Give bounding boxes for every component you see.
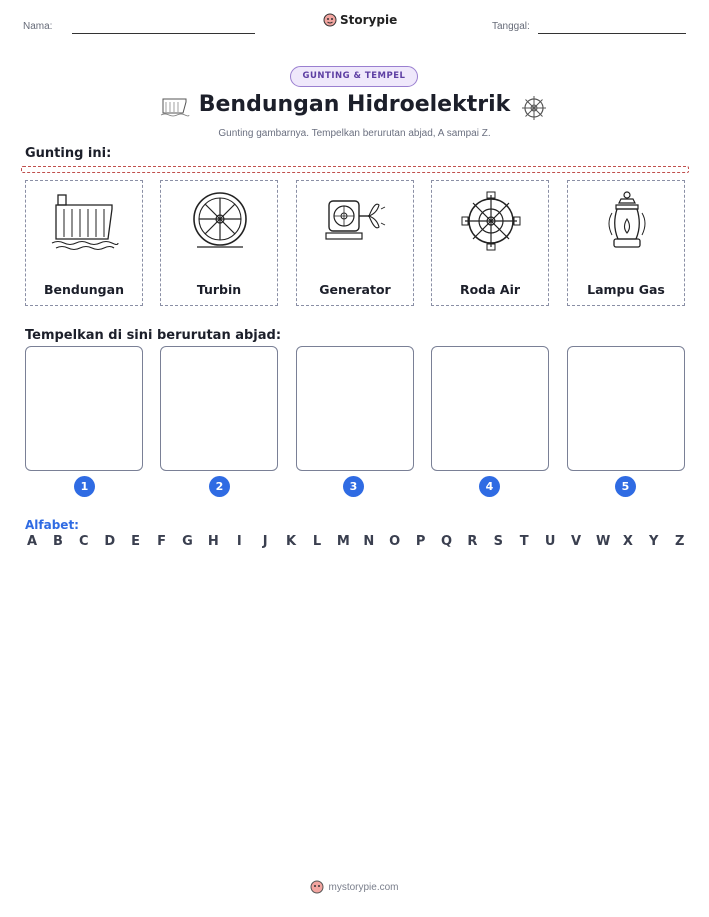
slot-number: 2 — [209, 476, 230, 497]
slot-number: 5 — [615, 476, 636, 497]
paste-slot-3[interactable] — [296, 346, 414, 471]
alphabet-letter: J — [262, 534, 268, 549]
paste-slot-2[interactable] — [160, 346, 278, 471]
footer-site[interactable]: mystorypie.com — [328, 881, 399, 893]
cut-card-dam[interactable] — [25, 180, 143, 306]
storypie-mascot-icon — [310, 880, 324, 894]
card-label: Turbin — [196, 282, 242, 297]
cut-heading: Gunting ini: — [25, 146, 112, 161]
card-label: Generator — [319, 282, 391, 297]
alphabet-letter: N — [363, 534, 375, 549]
wheel-small-icon — [520, 94, 548, 122]
date-label: Tanggal: — [492, 21, 530, 32]
card-label: Roda Air — [459, 282, 521, 297]
alphabet-letter: M — [336, 534, 350, 549]
alphabet-letter: H — [207, 534, 219, 549]
alphabet-letter: B — [52, 534, 63, 549]
water-wheel-icon — [456, 189, 526, 253]
alphabet-row — [26, 534, 686, 549]
slot-number: 1 — [74, 476, 95, 497]
alphabet-letter: K — [286, 534, 297, 549]
slot-number: 4 — [479, 476, 500, 497]
alphabet-letter: R — [467, 534, 478, 549]
gas-lamp-icon — [592, 189, 662, 253]
dam-icon — [50, 189, 120, 253]
brand-logo — [323, 13, 397, 27]
paste-slot-4[interactable] — [431, 346, 549, 471]
alphabet-letter: V — [571, 534, 582, 549]
name-line[interactable] — [72, 33, 255, 34]
alphabet-heading: Alfabet: — [25, 518, 79, 532]
cut-card-turbine[interactable] — [160, 180, 278, 306]
alphabet-letter: F — [157, 534, 166, 549]
alphabet-letter: I — [236, 534, 242, 549]
cut-card-water-wheel[interactable] — [431, 180, 549, 306]
activity-badge: GUNTING & TEMPEL — [290, 66, 418, 87]
alphabet-letter: P — [415, 534, 426, 549]
alphabet-letter: X — [622, 534, 633, 549]
alphabet-letter: A — [26, 534, 38, 549]
alphabet-letter: Z — [674, 534, 685, 549]
alphabet-letter: Q — [440, 534, 453, 549]
alphabet-letter: U — [544, 534, 556, 549]
paste-heading: Tempelkan di sini berurutan abjad: — [25, 328, 282, 343]
alphabet-letter: Y — [649, 534, 659, 549]
name-label: Nama: — [23, 21, 53, 32]
alphabet-letter: T — [519, 534, 529, 549]
date-line[interactable] — [538, 33, 686, 34]
instructions: Gunting gambarnya. Tempelkan berurutan abjad, A sampai Z. — [218, 128, 491, 139]
alphabet-letter: E — [131, 534, 141, 549]
generator-icon — [321, 189, 391, 253]
cut-line — [21, 166, 689, 173]
page-title: Bendungan Hidroelektrik — [198, 92, 511, 117]
card-label: Lampu Gas — [587, 282, 665, 297]
alphabet-letter: D — [104, 534, 116, 549]
footer — [0, 880, 709, 894]
alphabet-letter: G — [182, 534, 193, 549]
alphabet-letter: O — [389, 534, 401, 549]
cut-card-generator[interactable] — [296, 180, 414, 306]
alphabet-letter: S — [493, 534, 503, 549]
turbine-icon — [185, 189, 255, 253]
slot-number: 3 — [343, 476, 364, 497]
paste-slot-1[interactable] — [25, 346, 143, 471]
card-label: Bendungan — [44, 282, 124, 297]
alphabet-letter: W — [595, 534, 611, 549]
paste-slot-5[interactable] — [567, 346, 685, 471]
cut-card-gas-lamp[interactable] — [567, 180, 685, 306]
brand-name: Storypie — [340, 13, 398, 27]
storypie-mascot-icon — [323, 13, 337, 27]
alphabet-letter: C — [79, 534, 89, 549]
alphabet-letter: L — [312, 534, 322, 549]
